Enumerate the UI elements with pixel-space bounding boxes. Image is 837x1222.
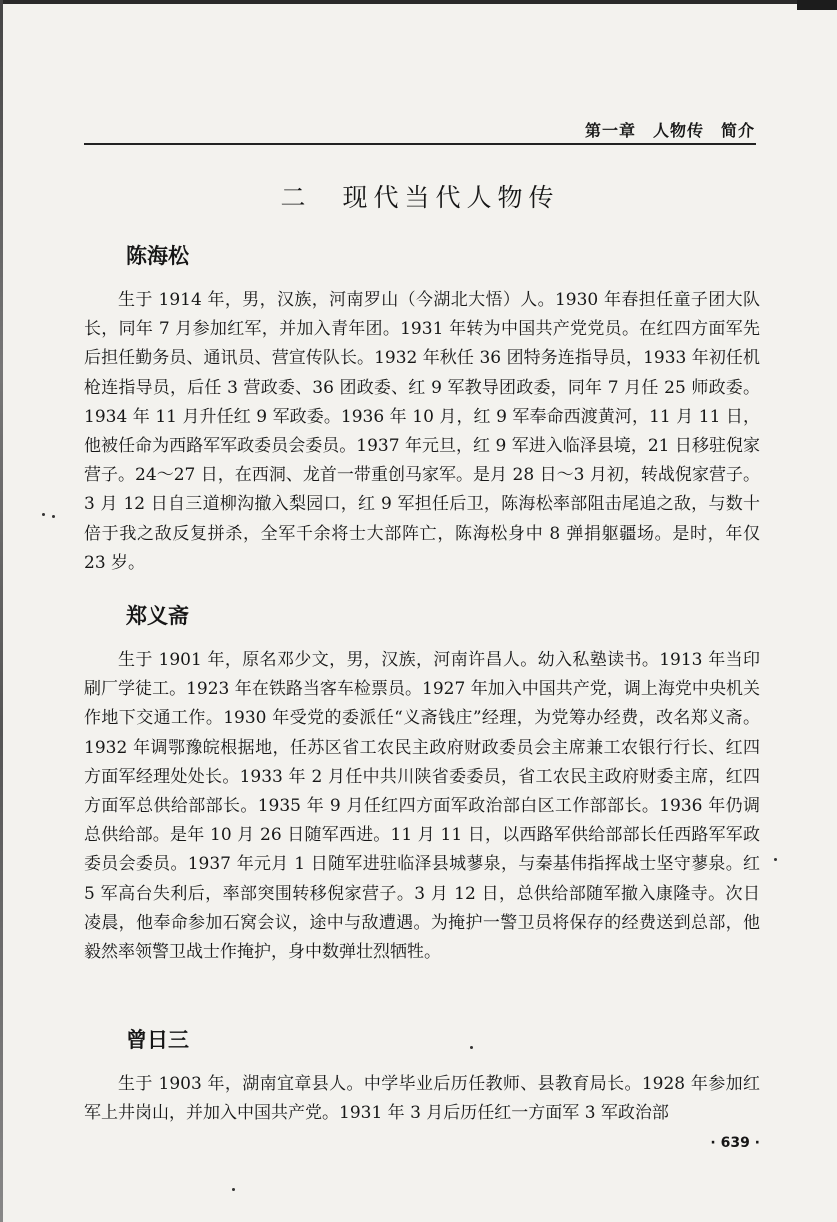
entry-body: 生于 1914 年，男，汉族，河南罗山（今湖北大悟）人。1930 年春担任童子团大队长，同年 7 月参加红军，并加入青年团。1931 年转为中国共产党党员。在红四方面军先后担任勤务员、通讯员、营宣传队长。1932 年秋任 36 团特务连指导员，1933 年初任机枪连指导员，后任 3 营政委、36 团政委、红 9 军教导团政委，同年 7 月任 25 师政委。1934 年 11 月升任红 9 军政委。1936 年 10 月，红 9 军奉命西渡黄河，11 月 11 日，他被任命为西路军军政委员会委员。1937 年元旦，红 9 军进入临泽县境，21 日移驻倪家营子。24～27 日，在西洞、龙首一带重创马家军。是月 28 日～3 月初，转战倪家营子。3 月 12 日自三道柳沟撤入梨园口，红 9 军担任后卫，陈海松率部阻击尾追之敌，与数十倍于我之敌反复拼杀，全军千余将士大部阵亡，陈海松身中 8 弹捐躯疆场。是时，年仅 23 岁。	[84, 290, 760, 573]
left-binding-edge	[0, 0, 3, 1222]
header-rule	[84, 143, 756, 145]
entry-body: 生于 1901 年，原名邓少文，男，汉族，河南许昌人。幼入私塾读书。1913 年当印刷厂学徒工。1923 年在铁路当客车检票员。1927 年加入中国共产党，调上海党中央机关作地下交通工作。1930 年受党的委派任“义斋钱庄”经理，为党筹办经费，改名郑义斋。1932 年调鄂豫皖根据地，任苏区省工农民主政府财政委员会主席兼工农银行行长、红四方面军经理处处长。1933 年 2 月任中共川陕省委委员，省工农民主政府财委主席，红四方面军总供给部部长。1935 年 9 月任红四方面军政治部白区工作部部长。1936 年仍调总供给部。是年 10 月 26 日随军西进。11 月 11 日，以西路军供给部部长任西路军军政委员会委员。1937 年元月 1 日随军进驻临泽县城蓼泉，与秦基伟指挥战士坚守蓼泉。红 5 军高台失利后，率部突围转移倪家营子。3 月 12 日，总供给部随军撤入康隆寺。次日凌晨，他奉命参加石窝会议，途中与敌遭遇。为掩护一警卫员将保存的经费送到总部，他毅然率领警卫战士作掩护，身中数弹壮烈牺牲。	[84, 650, 760, 963]
entry-name: 郑义斋	[126, 604, 189, 628]
top-scan-edge	[0, 0, 837, 4]
scan-speck	[774, 858, 777, 861]
page-number: · 639 ·	[710, 1135, 760, 1151]
scan-speck	[42, 513, 45, 516]
scan-speck	[52, 515, 55, 518]
entry-body: 生于 1903 年，湖南宜章县人。中学毕业后历任教师、县教育局长。1928 年参加红军上井岗山，并加入中国共产党。1931 年 3 月后历任红一方面军 3 军政治部	[84, 1074, 760, 1124]
scan-speck	[470, 1046, 473, 1049]
scan-speck	[232, 1188, 235, 1191]
entry-name: 曾日三	[126, 1028, 189, 1052]
top-corner-mark	[797, 0, 837, 10]
biography-entry	[84, 240, 760, 578]
running-header: 第一章 人物传 简介	[584, 121, 755, 140]
section-title: 二 现代当代人物传	[280, 183, 560, 212]
entry-name: 陈海松	[126, 244, 189, 268]
biography-entry	[84, 600, 760, 967]
biography-entry	[84, 1024, 760, 1128]
